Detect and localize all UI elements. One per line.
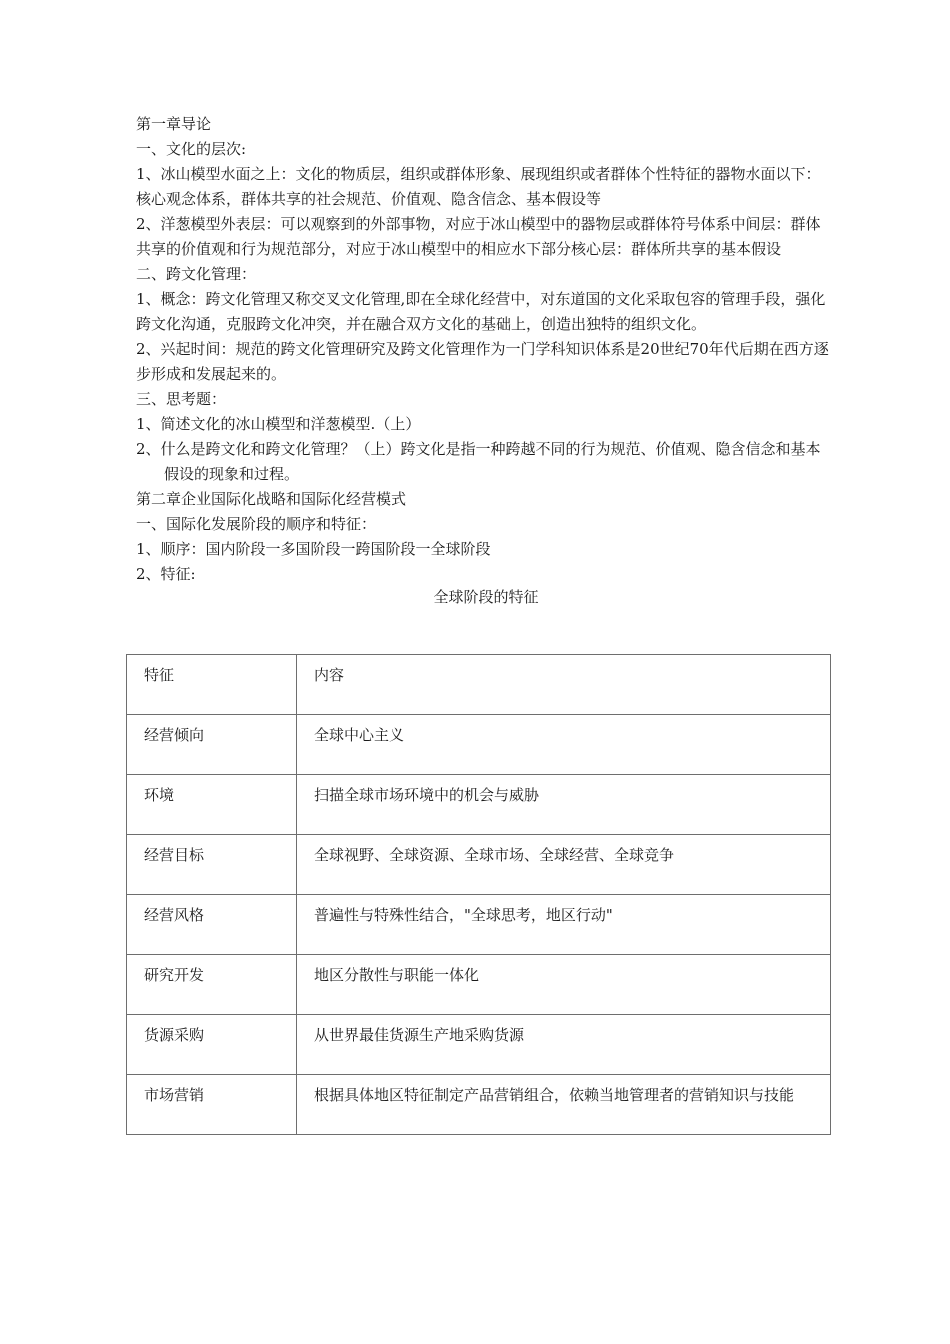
table-cell-feature: 经营倾向 [127, 715, 297, 775]
table-cell-feature: 环境 [127, 775, 297, 835]
table-cell-content: 地区分散性与职能一体化 [297, 955, 831, 1015]
paragraph-concept: 1、概念：跨文化管理又称交叉文化管理,即在全球化经营中，对东道国的文化采取包容的管理手段，强化跨文化沟通，克服跨文化冲突，并在融合双方文化的基础上，创造出独特的组织文化。 [136, 290, 826, 333]
paragraph-features: 2、特征: [136, 565, 196, 583]
question-2: 2、什么是跨文化和跨文化管理？（上）跨文化是指一种跨越不同的行为规范、价值观、隐含信念和基本假设的现象和过程。 [136, 440, 821, 483]
table-row [127, 835, 831, 895]
table-cell-feature: 经营目标 [127, 835, 297, 895]
document-body [136, 112, 830, 607]
chapter-1-title: 第一章导论 [136, 115, 212, 133]
table-row [127, 1015, 831, 1075]
table-cell-content: 根据具体地区特征制定产品营销组合，依赖当地管理者的营销知识与技能 [297, 1075, 831, 1135]
table-row [127, 1075, 831, 1135]
table-caption: 全球阶段的特征 [433, 588, 539, 606]
global-stage-features-table [126, 654, 831, 1135]
chapter-2-title: 第二章企业国际化战略和国际化经营模式 [136, 490, 407, 508]
paragraph-order: 1、顺序：国内阶段一多国阶段一跨国阶段一全球阶段 [136, 540, 491, 558]
table-row [127, 775, 831, 835]
table-cell-content: 普遍性与特殊性结合，"全球思考，地区行动" [297, 895, 831, 955]
question-1: 1、简述文化的冰山模型和洋葱模型.（上） [136, 415, 421, 433]
section-questions: 三、思考题： [136, 390, 227, 408]
table-row [127, 715, 831, 775]
table-row [127, 895, 831, 955]
paragraph-iceberg-model: 1、冰山模型水面之上：文化的物质层，组织或群体形象、展现组织或者群体个性特征的器物水面以下：核心观念体系，群体共享的社会规范、价值观、隐含信念、基本假设等 [136, 165, 821, 208]
table-cell-feature: 特征 [127, 655, 297, 715]
table-cell-content: 从世界最佳货源生产地采购货源 [297, 1015, 831, 1075]
table-cell-feature: 经营风格 [127, 895, 297, 955]
section-internationalization-stages: 一、国际化发展阶段的顺序和特征： [136, 515, 377, 533]
table-row [127, 655, 831, 715]
paragraph-onion-model: 2、洋葱模型外表层：可以观察到的外部事物，对应于冰山模型中的器物层或群体符号体系中间层：群体共享的价值观和行为规范部分，对应于冰山模型中的相应水下部分核心层：群体所共享的基本假设 [136, 215, 821, 258]
table-cell-content: 全球视野、全球资源、全球市场、全球经营、全球竞争 [297, 835, 831, 895]
table-cell-feature: 货源采购 [127, 1015, 297, 1075]
section-cross-cultural-management: 二、跨文化管理： [136, 265, 257, 283]
table-row [127, 955, 831, 1015]
table-cell-content: 全球中心主义 [297, 715, 831, 775]
section-culture-levels: 一、文化的层次: [136, 140, 247, 158]
table-cell-feature: 市场营销 [127, 1075, 297, 1135]
table-cell-content: 扫描全球市场环境中的机会与威胁 [297, 775, 831, 835]
table-cell-feature: 研究开发 [127, 955, 297, 1015]
table-cell-content: 内容 [297, 655, 831, 715]
paragraph-origin-time: 2、兴起时间：规范的跨文化管理研究及跨文化管理作为一门学科知识体系是20世纪70年代后期在西方逐步形成和发展起来的。 [136, 340, 829, 383]
